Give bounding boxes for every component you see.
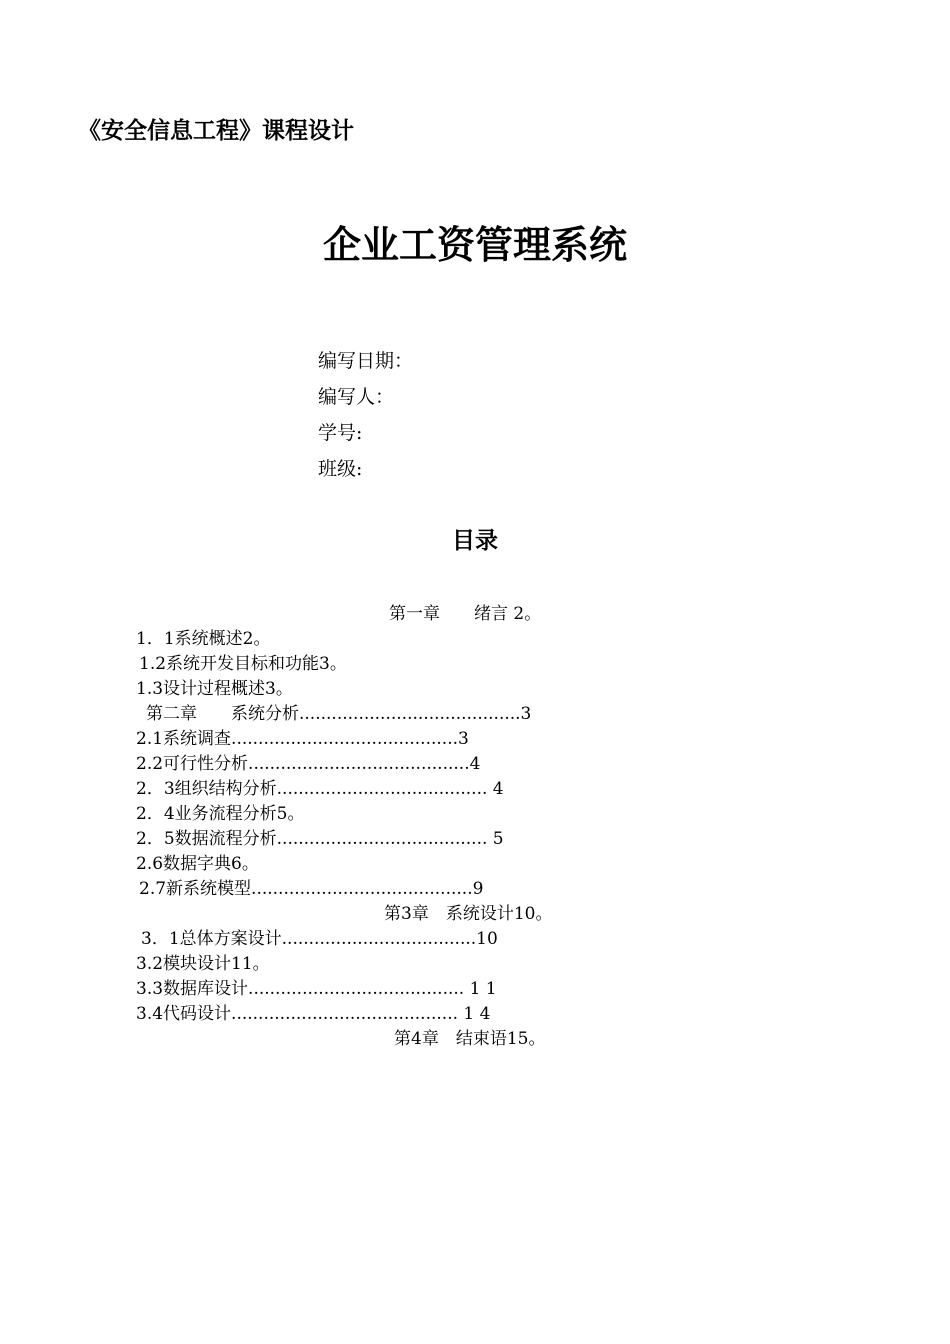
toc-entry: 2.1系统调查..........................................3 [136, 729, 469, 749]
author-info [318, 346, 413, 490]
toc-entry: 2.2可行性分析.........................................4 [136, 754, 481, 774]
toc-entry: 2．4业务流程分析5。 [136, 804, 305, 824]
toc-entry: 第一章 绪言 2。 [389, 604, 542, 624]
toc-entry: 第3章 系统设计10。 [384, 904, 553, 924]
toc-entry: 1.2系统开发目标和功能3。 [139, 654, 347, 674]
toc-entry: 3.3数据库设计........................................ 1 1 [136, 979, 497, 999]
toc-heading: 目录 [452, 528, 498, 554]
student-id-label: 学号: [318, 422, 363, 444]
toc-entry: 3.2模块设计11。 [136, 954, 270, 974]
toc-entry: 1.3设计过程概述3。 [136, 679, 293, 699]
toc-entry: 2．3组织结构分析....................................... 4 [136, 779, 504, 799]
date-label: 编写日期： [318, 350, 414, 372]
main-title: 企业工资管理系统 [322, 223, 627, 267]
author-label: 编写人： [318, 386, 395, 408]
toc-entry: 2.7新系统模型.........................................9 [139, 879, 484, 899]
toc-entry: 2．5数据流程分析....................................... 5 [136, 829, 504, 849]
course-title: 《安全信息工程》课程设计 [78, 118, 354, 144]
toc-entry: 第4章 结束语15。 [394, 1029, 546, 1049]
toc-entry: 第二章 系统分析.........................................3 [146, 704, 532, 724]
toc-entry: 3.4代码设计.......................................... 1 4 [136, 1004, 491, 1024]
toc-entry: 2.6数据字典6。 [136, 854, 259, 874]
class-label: 班级: [318, 458, 363, 480]
toc-entry: 3．1总体方案设计....................................10 [141, 929, 498, 949]
toc-entry: 1．1系统概述2。 [136, 629, 271, 649]
